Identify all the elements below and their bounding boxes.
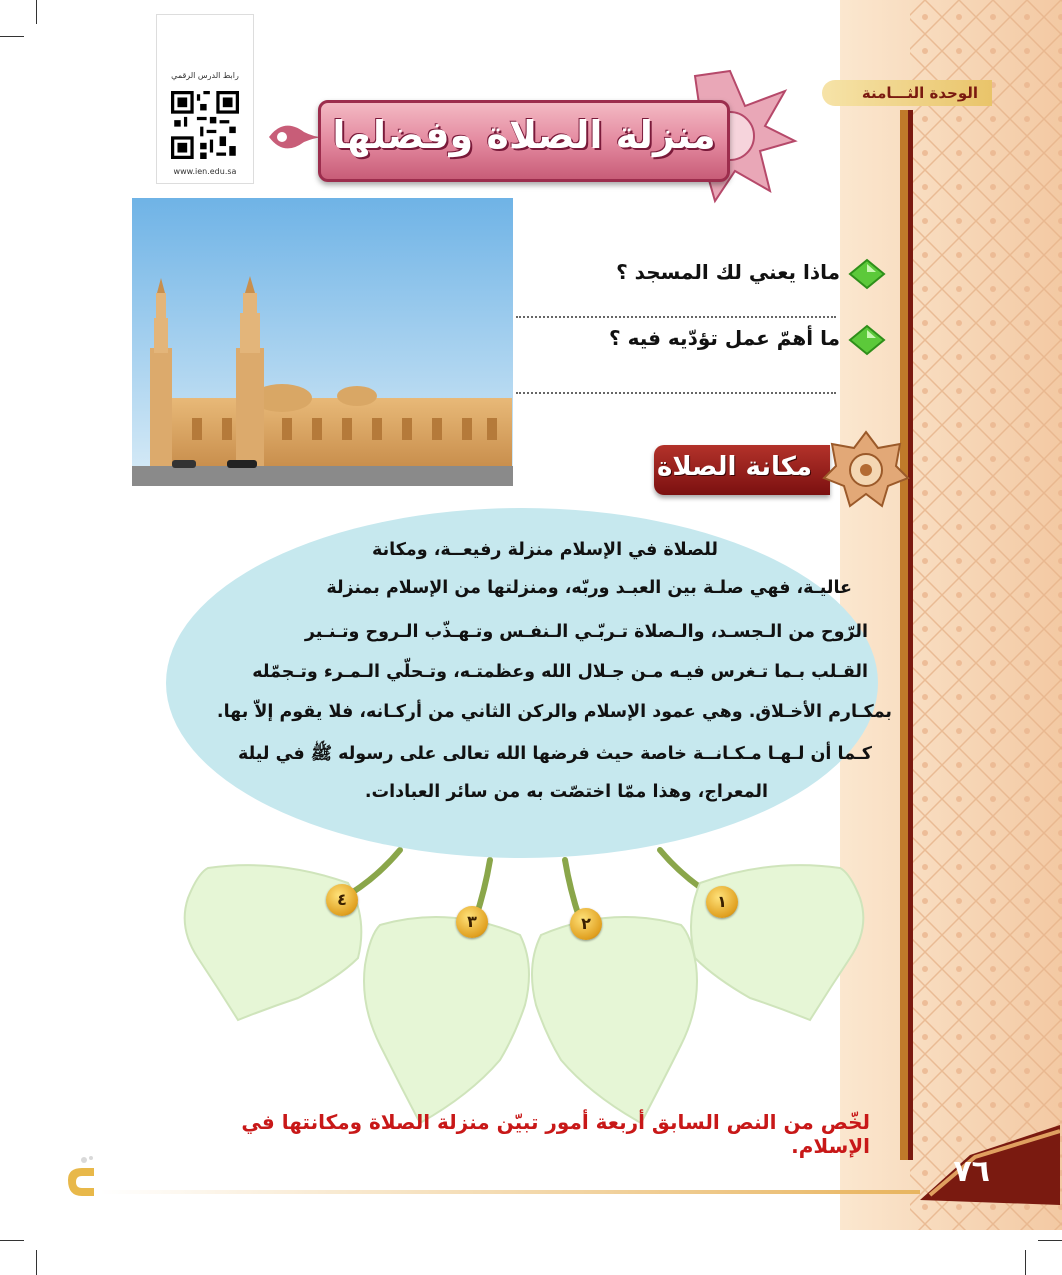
diamond-bullet-icon: [848, 324, 886, 356]
leaf-number-badge: ٣: [456, 906, 488, 938]
answer-line-2[interactable]: [516, 392, 836, 394]
paragraph-line: الرّوح من الـجسـد، والـصلاة تـربّـي الـنفـس وتـهـذّب الـروح وتـنـير: [304, 622, 868, 642]
paragraph-line: المعراج، وهذا ممّا اختصّت به من سائر العبادات.: [364, 782, 768, 802]
page-number: [920, 1150, 1010, 1198]
leaf-3[interactable]: [360, 905, 535, 1127]
leaf-2[interactable]: [526, 905, 701, 1127]
leaf-1[interactable]: [690, 858, 870, 1023]
unit-label: الوحدة الثـــامنة: [822, 80, 992, 106]
qr-code-panel[interactable]: [156, 14, 254, 184]
answer-line-1[interactable]: [516, 316, 836, 318]
leaf-number-badge: ٤: [326, 884, 358, 916]
crop-mark: [1038, 1240, 1062, 1241]
question-2: ما أهمّ عمل تؤدّيه فيه ؟: [609, 326, 840, 350]
instruction-text: لخّص من النص السابق أربعة أمور تبيّن منزلة الصلاة ومكانتها في الإسلام.: [241, 1110, 870, 1158]
crop-mark: [36, 0, 37, 24]
paragraph-line: كـما أن لـهـا مـكـانــة خاصة حيث فرضها الله تعالى على رسوله ﷺ في ليلة: [238, 744, 872, 764]
crop-mark: [36, 1250, 37, 1275]
qr-code-icon[interactable]: [171, 91, 239, 159]
footer-line: [100, 1190, 920, 1194]
lesson-title: منزلة الصلاة وفضلها: [332, 113, 716, 157]
diamond-bullet-icon: [848, 258, 886, 290]
qr-label: رابط الدرس الرقمي: [171, 71, 239, 80]
section-heading-text: مكانة الصلاة: [657, 452, 812, 482]
medallion-icon: [822, 430, 910, 510]
publisher-logo-icon: [58, 1150, 102, 1206]
leaf-number-badge: ٢: [570, 908, 602, 940]
page-number-text: ٧٦: [953, 1154, 990, 1189]
mosque-photo: [132, 198, 513, 486]
paragraph-line: بمكـارم الأخـلاق. وهي عمود الإسلام والركن الثاني من أركـانه، فلا يقوم إلاّ بها.: [216, 702, 892, 722]
leaf-4[interactable]: [178, 858, 378, 1023]
qr-url[interactable]: www.ien.edu.sa: [173, 167, 237, 176]
lesson-title-banner: [318, 100, 730, 182]
paragraph-line: القـلب بـما تـغرس فيـه مـن جـلال الله وعظمتـه، وتـحلّي الـمـرء وتـجمّله: [252, 662, 868, 682]
leaf-number-badge: ١: [706, 886, 738, 918]
ornament-left-icon: [264, 112, 324, 162]
paragraph-line: عاليـة، فهي صلـة بين العبـد وربّه، ومنزلتها من الإسلام بمنزلة: [326, 578, 852, 598]
paragraph-oval: [166, 508, 878, 858]
crop-mark: [1025, 1250, 1026, 1275]
decorative-border: [840, 0, 1062, 1230]
crop-mark: [0, 36, 24, 37]
question-1: ماذا يعني لك المسجد ؟: [616, 260, 840, 284]
crop-mark: [0, 1240, 24, 1241]
paragraph-line: للصلاة في الإسلام منزلة رفيعــة، ومكانة: [371, 540, 718, 560]
section-heading: [654, 445, 830, 495]
